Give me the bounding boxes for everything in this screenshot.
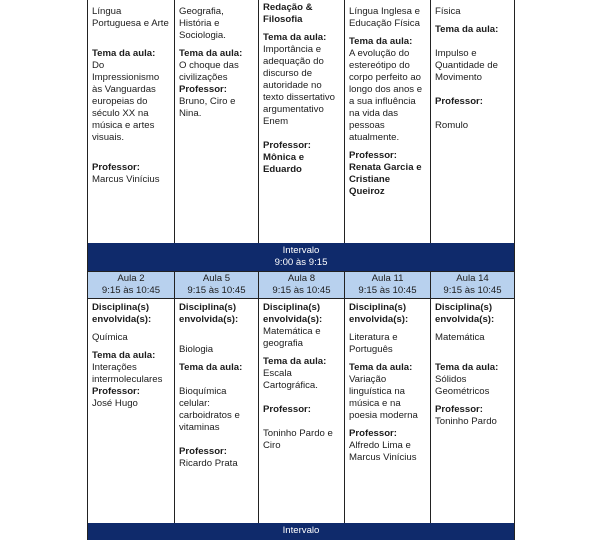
lesson-cell — [344, 0, 430, 243]
professor-value: Romulo — [435, 120, 469, 131]
professor-value: Bruno, Ciro e Nina. — [179, 96, 236, 119]
theme-label: Tema da aula: — [179, 48, 243, 59]
bottom-lesson-row — [87, 299, 515, 523]
lesson-cell — [174, 299, 258, 523]
lesson-number: Aula 2 — [117, 273, 145, 284]
theme-label: Tema da aula: — [92, 48, 156, 59]
lesson-cell — [430, 0, 515, 243]
professor-value: Renata Garcia e Cristiane Queiroz — [349, 162, 422, 197]
theme-label: Tema da aula: — [263, 356, 327, 367]
professor-label: Professor: — [263, 404, 311, 415]
professor-value: Toninho Pardo — [435, 416, 497, 427]
theme-value: Bioquímica celular: carboidratos e vitaminas — [179, 386, 240, 433]
theme-value: Escala Cartográfica. — [263, 368, 318, 391]
theme-value: Impulso e Quantidade de Movimento — [435, 48, 498, 83]
theme-label: Tema da aula: — [92, 350, 156, 361]
discipline-value: Química — [92, 332, 128, 343]
professor-label: Professor: — [179, 84, 227, 95]
theme-value: O choque das civilizações — [179, 60, 239, 83]
professor-label: Professor: — [92, 162, 140, 173]
discipline-label: Disciplina(s) envolvida(s): — [349, 302, 409, 325]
interval-title: Intervalo — [282, 525, 320, 536]
interval-time: 9:00 às 9:15 — [274, 257, 328, 268]
professor-value: Ricardo Prata — [179, 458, 238, 469]
lesson-header — [87, 271, 174, 299]
lesson-cell — [344, 299, 430, 523]
discipline-value: Matemática — [435, 332, 485, 343]
theme-value: Importância e adequação do discurso de autoridade no texto dissertativo argumentativo Enem — [263, 44, 335, 127]
lesson-header — [430, 271, 515, 299]
lesson-cell — [430, 299, 515, 523]
discipline-value: Língua Portuguesa e Arte — [92, 6, 169, 29]
professor-label: Professor: — [92, 386, 140, 397]
professor-label: Professor: — [179, 446, 227, 457]
lesson-time: 9:15 às 10:45 — [443, 285, 502, 296]
discipline-value: Literatura e Português — [349, 332, 398, 355]
theme-value: Variação linguística na música e na poesia moderna — [349, 374, 418, 421]
lesson-cell — [87, 299, 174, 523]
discipline-label: Disciplina(s) envolvida(s): — [435, 302, 495, 325]
discipline-label: Disciplina(s) envolvida(s): — [92, 302, 152, 325]
lesson-number: Aula 14 — [456, 273, 489, 284]
top-lesson-row — [87, 0, 515, 243]
professor-value: Toninho Pardo e Ciro — [263, 428, 333, 451]
professor-value: Mônica e Eduardo — [263, 152, 305, 175]
discipline-value: Geografia, História e Sociologia. — [179, 6, 226, 41]
professor-label: Professor: — [435, 96, 483, 107]
professor-value: Marcus Vinícius — [92, 174, 160, 185]
lesson-cell — [258, 299, 344, 523]
theme-value: Interações intermoleculares — [92, 362, 163, 385]
lesson-number: Aula 8 — [287, 273, 316, 284]
interval-band — [87, 243, 515, 271]
lesson-header — [258, 271, 344, 299]
theme-label: Tema da aula: — [349, 362, 413, 373]
lesson-time: 9:15 às 10:45 — [187, 285, 246, 296]
lesson-time: 9:15 às 10:45 — [358, 285, 417, 296]
professor-label: Professor: — [435, 404, 483, 415]
lesson-time: 9:15 às 10:45 — [101, 285, 161, 296]
theme-label: Tema da aula: — [263, 32, 327, 43]
discipline-label: Disciplina(s) envolvida(s): — [263, 302, 323, 325]
discipline-value: Biologia — [179, 344, 214, 355]
lesson-cell — [174, 0, 258, 243]
lesson-header — [174, 271, 258, 299]
lesson-number: Aula 11 — [371, 273, 404, 284]
lesson-number: Aula 5 — [202, 273, 231, 284]
lesson-header — [344, 271, 430, 299]
theme-label: Tema da aula: — [179, 362, 243, 373]
lesson-cell — [258, 0, 344, 243]
discipline-value: Física — [435, 6, 461, 17]
theme-label: Tema da aula: — [435, 24, 499, 35]
lesson-cell — [87, 0, 174, 243]
interval-title: Intervalo — [282, 245, 320, 256]
theme-value: A evolução do estereótipo do corpo perfeito ao longo dos anos e a sua influência na vida das pessoas atualmente. — [349, 48, 423, 143]
theme-value: Do Impressionismo às Vanguardas europeias do século XX na música e artes visuais. — [92, 60, 160, 143]
interval-band — [87, 523, 515, 540]
theme-value: Sólidos Geométricos — [435, 374, 490, 397]
lesson-header-row — [87, 271, 515, 299]
theme-label: Tema da aula: — [435, 362, 499, 373]
theme-label: Tema da aula: — [349, 36, 413, 47]
professor-value: Alfredo Lima e Marcus Vinícius — [349, 440, 417, 463]
discipline-value: Matemática e geografia — [263, 326, 321, 349]
professor-value: José Hugo — [92, 398, 138, 409]
discipline-value: Redação & Filosofia — [263, 2, 313, 25]
professor-label: Professor: — [263, 140, 311, 151]
discipline-value: Língua Inglesa e Educação Física — [349, 6, 420, 29]
professor-label: Professor: — [349, 150, 397, 161]
professor-label: Professor: — [349, 428, 397, 439]
discipline-label: Disciplina(s) envolvida(s): — [179, 302, 239, 325]
lesson-time: 9:15 às 10:45 — [272, 285, 331, 296]
